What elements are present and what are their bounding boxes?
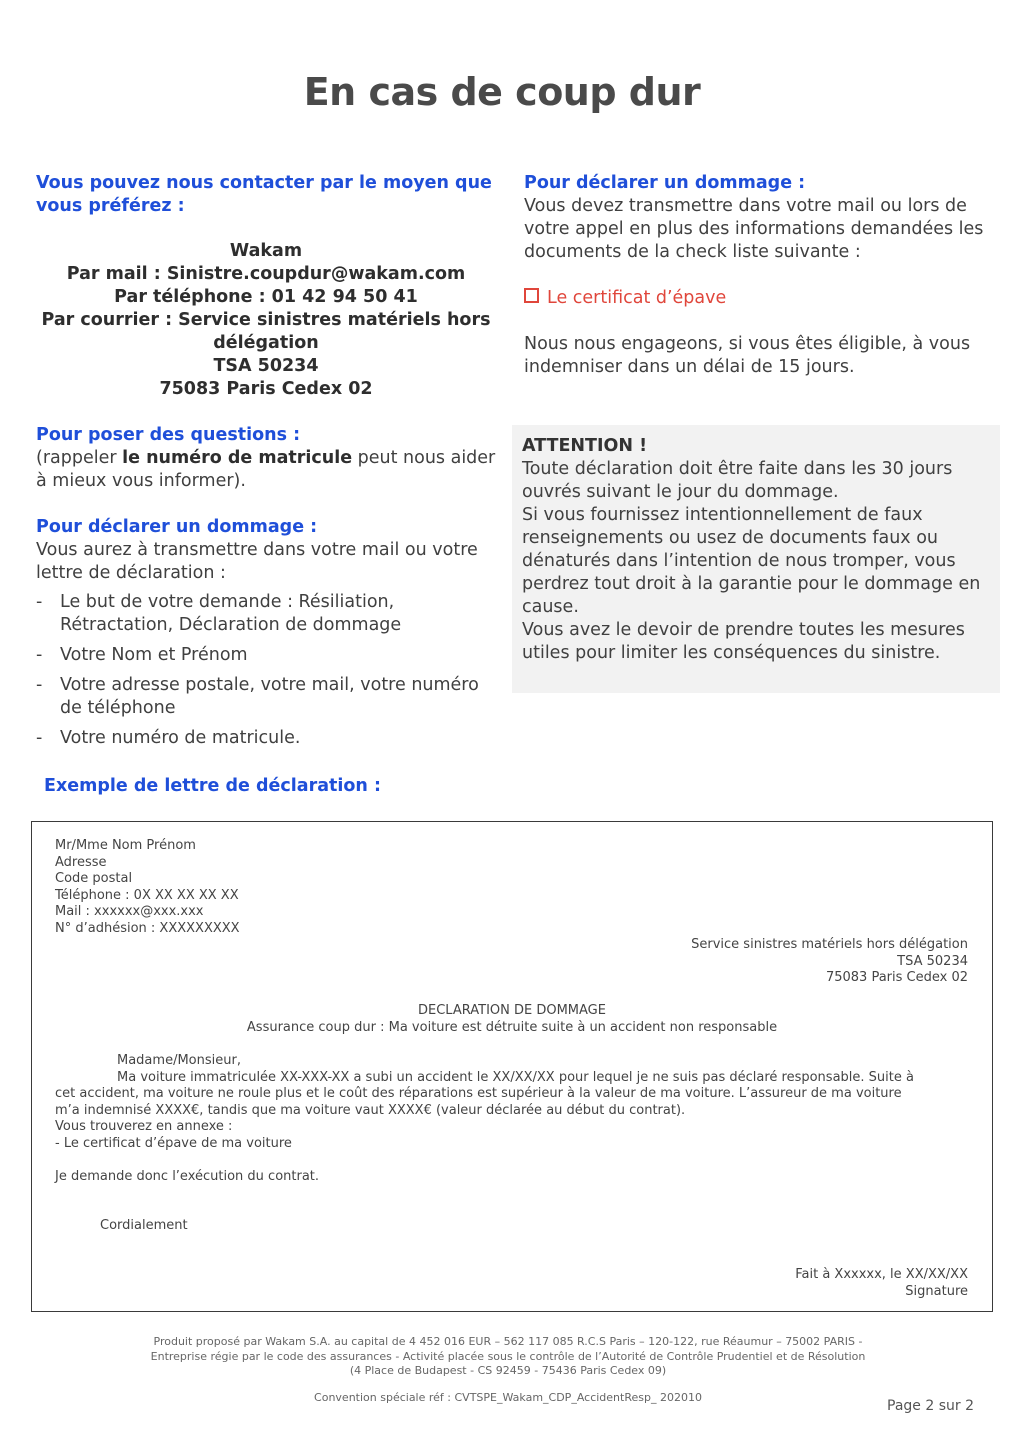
contact-courier-city: 75083 Paris Cedex 02: [159, 379, 373, 399]
page-title: En cas de coup dur: [303, 70, 701, 114]
convention-ref: Convention spéciale réf : CVTSPE_Wakam_CDP_AccidentResp_ 202010: [314, 1391, 702, 1404]
declare-heading-right: Pour déclarer un dommage :: [524, 173, 806, 193]
list-item: - Votre adresse postale, votre mail, votre numéro de téléphone: [36, 675, 479, 718]
attention-title: ATTENTION !: [522, 436, 648, 456]
contact-heading: Vous pouvez nous contacter par le moyen que vous préférez :: [36, 173, 492, 216]
example-heading: Exemple de lettre de déclaration :: [44, 776, 381, 796]
letter-closing: Cordialement: [100, 1218, 188, 1233]
attention-paragraph: Si vous fournissez intentionnellement de faux renseignements ou usez de documents faux ou dénaturés dans l’intention de nous tromper, vous perdrez tout droit à la garantie pour le dommage en cause.: [522, 505, 981, 617]
contact-block: [36, 240, 496, 401]
example-letter: [31, 821, 993, 1312]
contact-courier-tsa: TSA 50234: [213, 356, 319, 376]
letter-signature: Fait à Xxxxxx, le XX/XX/XX Signature: [795, 1267, 968, 1299]
contact-phone: Par téléphone : 01 42 94 50 41: [114, 287, 418, 307]
page-number: Page 2 sur 2: [887, 1398, 974, 1414]
letter-subject: DECLARATION DE DOMMAGE Assurance coup dur : Ma voiture est détruite suite à un accident non responsable: [246, 1003, 778, 1035]
attention-box: [512, 425, 1000, 693]
declare-list: [36, 591, 496, 750]
letter-body: Madame/Monsieur, Ma voiture immatriculée XX-XXX-XX a subi un accident le XX/XX/XX pour lequel je ne suis pas déclaré responsable. Suite à cet accident, ma voiture ne roule plus et le coût des réparations est supérieur à la valeur de ma voiture. L’assureur de ma voiture m’a indemnisé XXXX€, tandis que ma voiture vaut XXXX€ (valeur déclarée au début du contrat). Vous trouverez en annexe : - Le certificat d’épave de ma voiture Je demande donc l’exécution du contrat.: [55, 1053, 914, 1184]
questions-heading: Pour poser des questions :: [36, 425, 301, 445]
attention-paragraph: Vous avez le devoir de prendre toutes les mesures utiles pour limiter les conséquences du sinistre.: [522, 620, 965, 663]
attention-paragraph: Toute déclaration doit être faite dans les 30 jours ouvrés suivant le jour du dommage.: [522, 459, 953, 502]
matricule-emphasis: le numéro de matricule: [122, 448, 353, 468]
declare-intro-left: Vous aurez à transmettre dans votre mail ou votre lettre de déclaration :: [36, 540, 478, 583]
letter-recipient: Service sinistres matériels hors délégation TSA 50234 75083 Paris Cedex 02: [691, 937, 968, 985]
left-column: [36, 172, 496, 757]
contact-company: Wakam: [229, 241, 303, 261]
list-item: - Votre numéro de matricule.: [36, 728, 301, 748]
checkbox-icon: [524, 288, 539, 303]
footer-legal: Produit proposé par Wakam S.A. au capital de 4 452 016 EUR – 562 117 085 R.C.S Paris – 120-122, rue Réaumur – 75002 PARIS - Entreprise régie par le code des assurances - Activité placée sous le contrôle de l’Autorité de Contrôle Prudentiel et de Résolution (4 Place de Budapest - CS 92459 - 75436 Paris Cedex 09): [150, 1335, 866, 1377]
declare-heading-left: Pour déclarer un dommage :: [36, 517, 318, 537]
contact-courier: Par courrier : Service sinistres matériels hors délégation: [41, 310, 491, 353]
list-item: - Votre Nom et Prénom: [36, 645, 248, 665]
letter-sender: Mr/Mme Nom Prénom Adresse Code postal Téléphone : 0X XX XX XX XX Mail : xxxxxx@xxx.xxx N° d’adhésion : XXXXXXXXX: [55, 838, 240, 936]
list-item: - Le but de votre demande : Résiliation, Rétractation, Déclaration de dommage: [36, 592, 402, 635]
commitment-text: Nous nous engageons, si vous êtes éligible, à vous indemniser dans un délai de 15 jours.: [524, 334, 971, 377]
right-column: [524, 172, 994, 379]
questions-text: (rappeler le numéro de matricule peut nous aider à mieux vous informer).: [36, 448, 496, 491]
declare-intro-right: Vous devez transmettre dans votre mail ou lors de votre appel en plus des informations demandées les documents de la check liste suivante :: [524, 196, 984, 262]
checklist-item: Le certificat d’épave: [524, 287, 994, 310]
contact-mail: Par mail : Sinistre.coupdur@wakam.com: [66, 264, 466, 284]
